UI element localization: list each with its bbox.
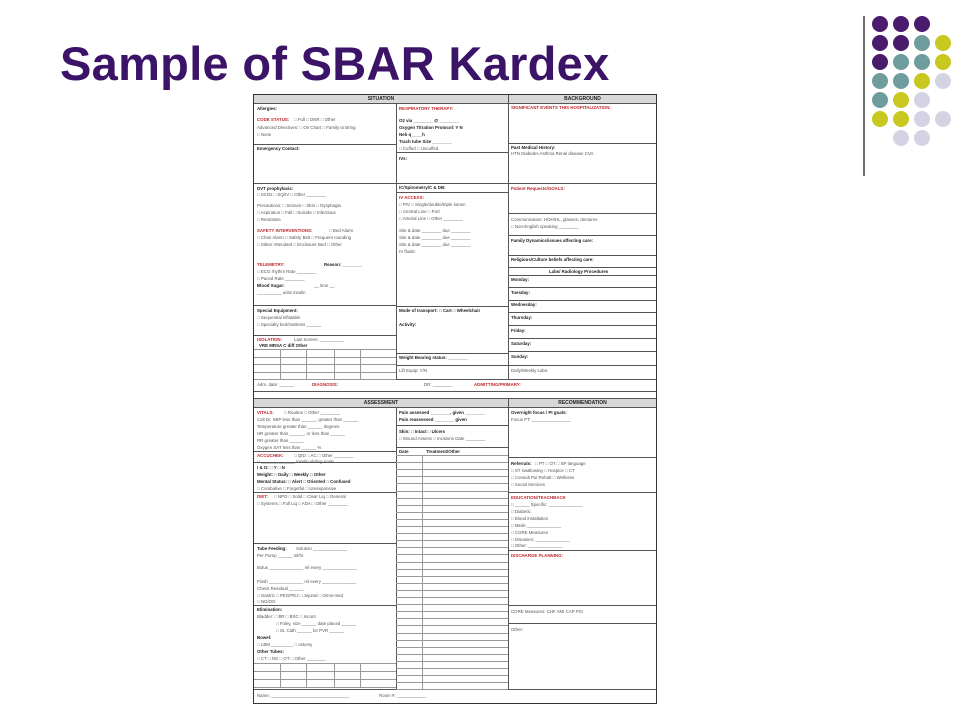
isolation-columns: VRE MRSA C diff Other (259, 343, 308, 348)
other-tubes-options[interactable]: □ CT □ NG □ OT □ Other ________ (257, 656, 327, 661)
precautions-options-3[interactable]: □ Restraints (257, 217, 281, 222)
vertical-divider (863, 16, 865, 176)
referrals-options-2[interactable]: □ ST swallowing □ Hospice □ CT (511, 468, 575, 473)
overnight-focus-label: Overnight focus / Pt goals: (511, 410, 567, 415)
iv-access-label: IV ACCESS: (399, 195, 424, 200)
past-medical-history-label: Past Medical History: (511, 145, 556, 150)
none-checkbox[interactable]: □ None (257, 132, 272, 137)
tube-feeding-solution[interactable]: Solution ______________ (296, 546, 348, 551)
decorative-dot (893, 111, 909, 127)
tube-feeding-bolus[interactable]: Bolus ______________ ml every ______________ (257, 565, 357, 570)
discharge-planning-label: DISCHARGE PLANNING: (511, 553, 563, 558)
transport-field[interactable]: Mode of transport: □ Cart □ Wheelchair (399, 308, 481, 313)
dvt-options[interactable]: □ SCDs □ SQ/IV □ Other ________ (257, 192, 326, 197)
tube-feeding-type[interactable]: □ Gastric □ PEG/PEJ □ Jejunal □ Omni-med (257, 593, 344, 598)
lift-equip-field[interactable]: Lift Equip: Y/N (399, 368, 427, 373)
iv-access-option-1[interactable]: □ PIV □ Single/double/triple lumen (399, 202, 466, 207)
pain-reassessed-field[interactable]: Pain reassessed ________ given (399, 417, 467, 422)
patient-requests-label: Patient Requests/GOALS: (511, 186, 565, 191)
thursday-label: Thursday: (511, 315, 533, 320)
vitals-options[interactable]: □ Routine □ Other ________ (284, 410, 340, 415)
precautions-field[interactable]: Precautions: □ Seizure □ Skin □ Dysphagia (257, 203, 341, 208)
safety-options-2[interactable]: □ Chair Alarm □ Safety Belt □ Frequent rounding (257, 235, 352, 240)
vitals-rr[interactable]: RR greater than ______ (257, 438, 305, 443)
referrals-options[interactable]: □ PT □ OT □ SP language (535, 461, 586, 466)
elimination-lbm[interactable]: □ LBM _________ □ ostomy (257, 642, 313, 647)
decorative-dot (872, 54, 888, 70)
allergies-label: Allergies: (257, 106, 278, 111)
decorative-dot (935, 111, 951, 127)
vitals-hr[interactable]: HR greater than ______, or less than ______ (257, 431, 346, 436)
sunday-label: Sunday: (511, 354, 529, 359)
decorative-dot (872, 92, 888, 108)
elimination-label: Elimination: (257, 607, 283, 612)
respiratory-therapy-label: RESPIRATORY THERAPY: (399, 106, 454, 111)
vitals-temperature[interactable]: Temperature greater than ______ degrees (257, 424, 340, 429)
telemetry-paced[interactable]: □ Paced Rate ________ (257, 276, 305, 281)
iv-site-3[interactable]: Site & date ________ due ________ (399, 242, 471, 247)
special-equipment-label: Special Equipment: (257, 308, 298, 313)
decorative-dot (872, 16, 888, 32)
education-meds[interactable]: □ Meds ______________ (511, 523, 562, 528)
other-label: Other: (511, 627, 524, 632)
weight-field[interactable]: Weight: □ Daily □ Weekly □ Other (257, 472, 326, 477)
blood-sugar-label: Blood Sugar: (257, 283, 285, 288)
doctor-field[interactable]: DR: ________ (424, 382, 453, 387)
education-diabetic[interactable]: □ Diabetic (511, 509, 531, 514)
iv-access-option-3[interactable]: □ Arterial Line □ Other ________ (399, 216, 463, 221)
accuchek-insulin[interactable]: □ ______________ insulin sliding scale (257, 459, 334, 464)
pain-assessed-field[interactable]: Pain assessed ________, given ________ (399, 410, 485, 415)
diagnosis-label: DIAGNOSIS: (312, 382, 339, 387)
decorative-dot (893, 73, 909, 89)
other-tubes-label: Other Tubes: (257, 649, 284, 654)
education-other[interactable]: □ Other: ______________ (511, 543, 563, 548)
decorative-dot (914, 16, 930, 32)
skin-options-2[interactable]: □ Wound Assess □ Incisions Date ________ (399, 436, 486, 441)
decorative-dot (935, 54, 951, 70)
wednesday-label: Wednesday: (511, 302, 537, 307)
treatment-column-header: Treatment/Other (426, 449, 460, 454)
friday-label: Friday: (511, 328, 526, 333)
communication-field[interactable]: Communication: HOH/HL, glasses, dentures (511, 217, 598, 222)
slide-title: Sample of SBAR Kardex (60, 37, 610, 90)
education-core[interactable]: □ CORE Measures (511, 530, 549, 535)
blood-sugar-insulin[interactable]: __________ units insulin (257, 290, 306, 295)
decorative-dot (872, 111, 888, 127)
iv-fluids-label: IV fluids: (399, 249, 416, 254)
tube-feeding-label: Tube Feeding: (257, 546, 287, 551)
tube-feeding-residual[interactable]: Check Residual ______ (257, 586, 304, 591)
neb-field[interactable]: Neb q ____h (399, 132, 425, 137)
diet-label: DIET: (257, 494, 268, 499)
decorative-dot (914, 54, 930, 70)
core-measures-field[interactable]: CORE Measures: CHF AMI CAP PSI (511, 609, 583, 614)
advanced-directives-field[interactable]: Advanced Directives: □ On Chart □ Family to Bring (257, 125, 356, 130)
decorative-dot (872, 73, 888, 89)
room-number-field[interactable]: Room #: ____________ (379, 693, 427, 698)
telemetry-rhythm[interactable]: □ ECG rhythm Rate ________ (257, 269, 317, 274)
admitting-primary-label: ADMITTING/PRIMARY: (474, 382, 521, 387)
accuchek-label: ACCUCHEK: (257, 453, 284, 458)
vitals-sbp[interactable]: Call Dr. SBP less than ______, greater than ______ (257, 417, 358, 422)
decorative-dot (914, 73, 930, 89)
mental-status-field[interactable]: Mental Status: □ Alert □ Oriented □ Confused (257, 479, 351, 484)
decorative-dot (914, 111, 930, 127)
decorative-dot (872, 35, 888, 51)
tube-feeding-pump[interactable]: Per Pump ______ ml/hr (257, 553, 304, 558)
decorative-dot (914, 130, 930, 146)
special-equipment-option-1[interactable]: □ Sequential inflatable (257, 315, 301, 320)
elimination-bladder[interactable]: Bladder: □ BR □ BSC □ Incont (257, 614, 316, 619)
special-equipment-option-2[interactable]: □ Specialty bed/mattress ______ (257, 322, 322, 327)
decorative-dot (893, 35, 909, 51)
referrals-options-3[interactable]: □ Consult Pul Rehab □ Wellness (511, 475, 575, 480)
vitals-label: VITALS: (257, 410, 274, 415)
skin-field[interactable]: Skin: □ Intact □ Ulcers (399, 429, 446, 434)
education-specific[interactable]: □ ______ Specific: ______________ (511, 502, 583, 507)
trach-options[interactable]: □ Cuffed □ Uncuffed (399, 146, 439, 151)
patient-name-field[interactable]: Name: ________________________________ (257, 693, 350, 698)
trach-field[interactable]: Trach tube Size ________ (399, 139, 452, 144)
iv-site-1[interactable]: Site & date ________ due ________ (399, 228, 471, 233)
education-blood[interactable]: □ Blood installation (511, 516, 549, 521)
blood-sugar-time[interactable]: __ time __ (314, 283, 335, 288)
telemetry-reason[interactable]: Reason: ________ (324, 262, 363, 267)
emergency-contact-label: Emergency Contact: (257, 146, 300, 151)
past-medical-history-options[interactable]: HTN Diabetes Asthma Renal disease CVA (511, 151, 594, 156)
date-column-header: Date (399, 449, 409, 454)
decorative-dot (935, 73, 951, 89)
labs-radiology-header: Labs/ Radiology Procedures (549, 269, 609, 274)
non-english-checkbox[interactable]: □ Non-English speaking ________ (511, 224, 579, 229)
focus-pt-field[interactable]: Focus PT: ________________ (511, 417, 571, 422)
education-diseases[interactable]: □ Diseases: ______________ (511, 537, 570, 542)
daily-weekly-labs-label: Daily/Weekly Labs: (511, 368, 549, 373)
dvt-prophylaxis-label: DVT prophylaxis: (257, 186, 294, 191)
religious-beliefs-label: Religious/Culture beliefs affecting care: (511, 257, 594, 262)
section-header-background: BACKGROUND (509, 95, 656, 103)
decorative-dot (914, 92, 930, 108)
tube-feeding-flush[interactable]: Flush ______________ ml every ______________ (257, 579, 357, 584)
isolation-label: ISOLATION: (257, 337, 283, 342)
significant-events-label: SIGNIFICANT EVENTS THIS HOSPITALIZATION: (511, 105, 611, 110)
education-teachback-label: EDUCATION/TEACHBACK (511, 495, 566, 500)
precautions-options-2[interactable]: □ Aspiration □ Fall □ Suicide □ Infectious (257, 210, 336, 215)
decorative-dot (893, 16, 909, 32)
diet-options[interactable]: □ NPO □ Solid □ Clear Liq □ General (274, 494, 346, 499)
tuesday-label: Tuesday: (511, 290, 530, 295)
ic-spirometry-label: IC/Spirometry/C & DB: (399, 185, 446, 190)
oxygen-field[interactable]: O2 via ________ @ ________ (399, 118, 460, 123)
family-dynamics-label: Family Dynamics/issues affecting care: (511, 238, 593, 243)
iv-site-2[interactable]: Site & date ________ due ________ (399, 235, 471, 240)
sbar-kardex-form (253, 94, 657, 704)
admission-date-field[interactable]: Adm. date: ______ (257, 382, 295, 387)
last-screen-field[interactable]: Last Screen: __________ (294, 337, 345, 342)
code-status-options[interactable]: □ Full □ DNR □ Other (294, 117, 336, 122)
vitals-oxygen-sat[interactable]: Oxygen SAT less than ______ % (257, 445, 322, 450)
iv-access-option-2[interactable]: □ Central Line □ Port (399, 209, 440, 214)
mental-status-options-2[interactable]: □ Combative □ Forgetful □ Unresponsive (257, 486, 337, 491)
decorative-dot (914, 35, 930, 51)
decorative-dot (893, 130, 909, 146)
telemetry-label: TELEMETRY: (257, 262, 285, 267)
saturday-label: Saturday: (511, 341, 532, 346)
monday-label: Monday: (511, 277, 530, 282)
section-header-situation: SITUATION (254, 95, 508, 103)
decorative-dot (893, 92, 909, 108)
tube-feeding-ng-og[interactable]: □ NG/OG (257, 599, 276, 604)
oxygen-protocol-field[interactable]: Oxygen Titration Protocol: Y N (399, 125, 463, 130)
section-header-recommendation: RECOMMENDATION (509, 399, 656, 407)
accuchek-options[interactable]: □ QID □ AC □ Other ________ (294, 453, 354, 458)
referrals-options-4[interactable]: □ Social Services (511, 482, 545, 487)
safety-options-3[interactable]: □ Sitter/ Attendant □ Enclosure Bed □ Other (257, 242, 342, 247)
decorative-dot (935, 35, 951, 51)
elimination-st-cath[interactable]: □ St. Cath ______ for PVR ______ (276, 628, 345, 633)
intake-output-field[interactable]: I & O: □ Y □ N (257, 465, 285, 470)
elimination-foley[interactable]: □ Foley, size ______ date placed ______ (276, 621, 357, 626)
activity-label: Activity: (399, 322, 417, 327)
code-status-label: CODE STATUS: (257, 117, 290, 122)
referrals-label: Referrals: (511, 461, 532, 466)
weight-bearing-field[interactable]: Weight Bearing status: ________ (399, 355, 468, 360)
ivs-label: IVs: (399, 156, 408, 161)
decorative-dot (893, 54, 909, 70)
diet-options-2[interactable]: □ Systems □ Full Liq □ ADA □ Other ________ (257, 501, 348, 506)
bed-alarm-checkbox[interactable]: □ Bed Alarm (329, 228, 354, 233)
section-header-assessment: ASSESSMENT (254, 399, 508, 407)
elimination-bowel-label: Bowel: (257, 635, 272, 640)
safety-interventions-label: SAFETY INTERVENTIONS: (257, 228, 313, 233)
